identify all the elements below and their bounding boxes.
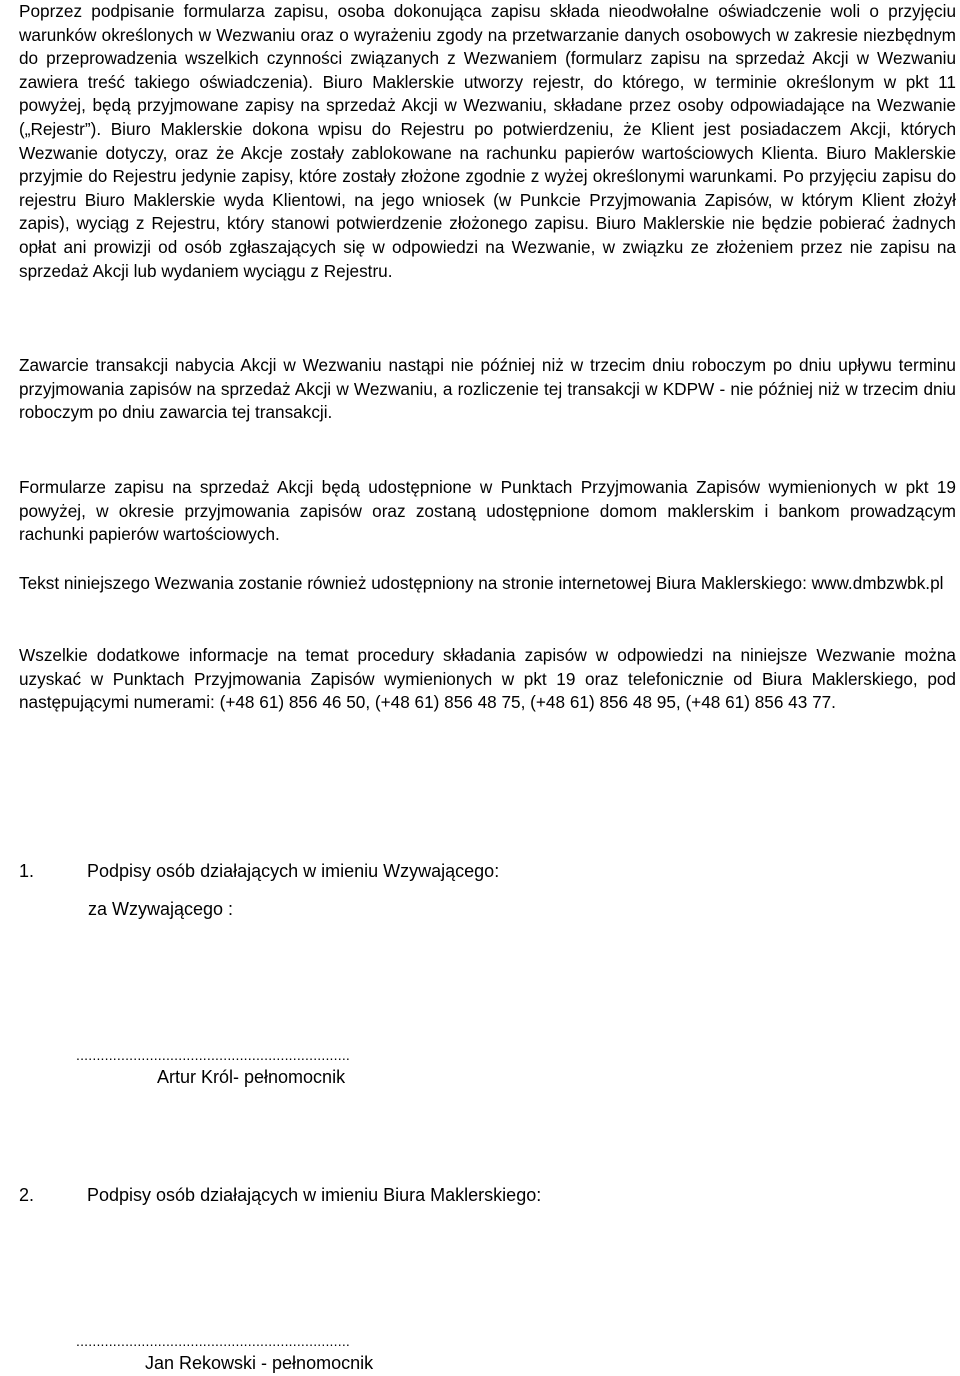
paragraph-additional-information: Wszelkie dodatkowe informacje na temat procedury składania zapisów w odpowiedzi na niniejsze Wezwanie można uzyskać w Punktach Przyjmowania Zapisów wymienionych w pkt 19 oraz telefonicznie od Biura Maklerskiego, pod następującymi numerami: (+48 61) 856 46 50, (+48 61) 856 48 75, (+48 61) 856 48 95, (+48 61) 856 43 77. <box>19 645 956 713</box>
signature-section-heading: Podpisy osób działających w imieniu Biura Maklerskiego: <box>87 1185 542 1205</box>
signer-name: Jan Rekowski - pełnomocnik <box>145 1353 374 1373</box>
signer-name: Artur Król- pełnomocnik <box>157 1067 346 1087</box>
paragraph-transaction-settlement: Zawarcie transakcji nabycia Akcji w Wezwaniu nastąpi nie później niż w trzecim dniu roboczym po dniu upływu terminu przyjmowania zapisów na sprzedaż Akcji w Wezwaniu, a rozliczenie tej transakcji w KDPW - nie później niż w trzecim dniu roboczym po dniu zawarcia tej transakcji. <box>19 355 956 423</box>
signature-section-heading: Podpisy osób działających w imieniu Wzywającego: <box>87 861 500 881</box>
paragraph-subscription-forms: Formularze zapisu na sprzedaż Akcji będą udostępnione w Punktach Przyjmowania Zapisów wymienionych w pkt 19 powyżej, w okresie przyjmowania zapisów oraz zostaną udostępnione domom maklerskim i bankom prowadzącym rachunki papierów wartościowych. <box>19 477 956 545</box>
paragraph-subscription-procedure: Poprzez podpisanie formularza zapisu, osoba dokonująca zapisu składa nieodwołalne oświadczenie woli o przyjęciu warunków określonych w Wezwaniu oraz o wyrażeniu zgody na przetwarzanie danych osobowych w zakresie niezbędnym do przeprowadzenia wszelkich czynności związanych z Wezwaniem (formularz zapisu na sprzedaż Akcji w Wezwaniu zawiera treść takiego oświadczenia). Biuro Maklerskie utworzy rejestr, do którego, w terminie określonym w pkt 11 powyżej, będą przyjmowane zapisy na sprzedaż Akcji w Wezwaniu, składane przez osoby odpowiadające na Wezwanie („Rejestr”). Biuro Maklerskie dokona wpisu do Rejestru po potwierdzeniu, że Klient jest posiadaczem Akcji, których Wezwanie dotyczy, oraz że Akcje zostały zablokowane na rachunku papierów wartościowych Klienta. Biuro Maklerskie przyjmie do Rejestru jedynie zapisy, które zostały złożone zgodnie z wyżej określonymi warunkami. Po przyjęciu zapisu do rejestru Biuro Maklerskie wyda Klientowi, na jego wniosek (w Punkcie Przyjmowania Zapisów, w którym Klient złożył zapis), wyciąg z Rejestru, który stanowi potwierdzenie złożonego zapisu. Biuro Maklerskie nie będzie pobierać żadnych opłat ani prowizji od osób zgłaszających się w odpowiedzi na Wezwanie, w związku ze złożeniem przez nie zapisu na sprzedaż Akcji lub wydaniem wyciągu z Rejestru. <box>19 1 956 281</box>
signature-line: ................................................................... <box>76 1333 351 1349</box>
signature-section-number: 2. <box>19 1185 35 1205</box>
paragraph-website-notice: Tekst niniejszego Wezwania zostanie również udostępniony na stronie internetowej Biura Maklerskiego: www.dmbzwbk.pl <box>19 573 944 593</box>
signature-line: ................................................................... <box>76 1047 351 1063</box>
signature-for-label: za Wzywającego : <box>88 899 234 919</box>
signature-section-number: 1. <box>19 861 35 881</box>
